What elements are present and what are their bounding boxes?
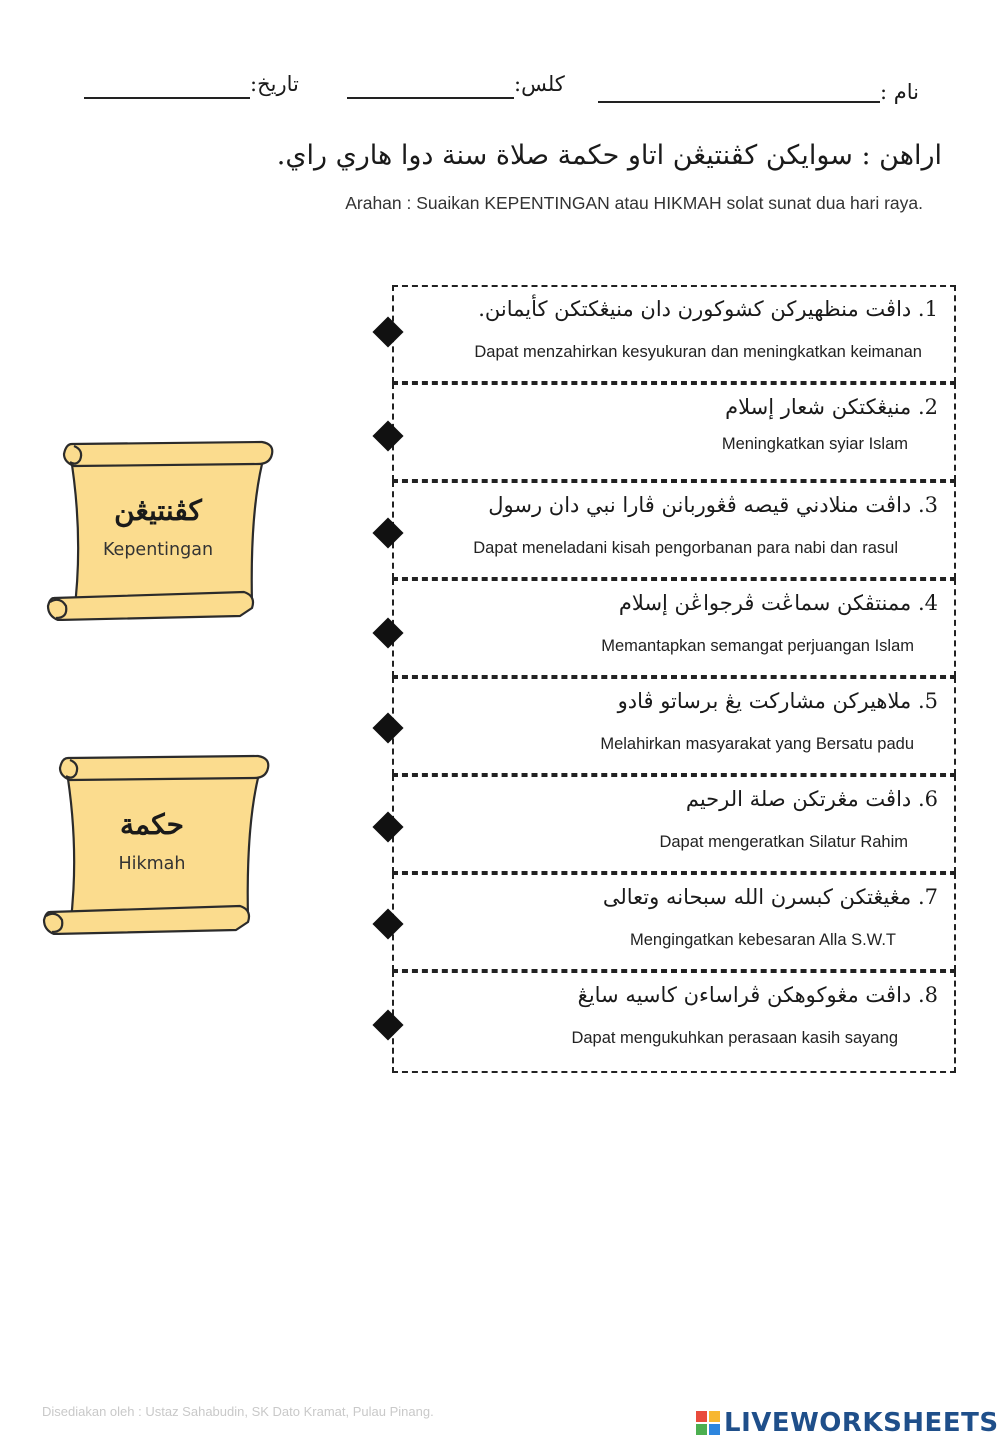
item-rumi: Dapat mengeratkan Silatur Rahim (659, 833, 908, 851)
instruction-rumi: Arahan : Suaikan KEPENTINGAN atau HIKMAH solat sunat dua hari raya. (345, 193, 923, 213)
item-rumi: Dapat meneladani kisah pengorbanan para nabi dan rasul (473, 539, 898, 557)
category-kepentingan-scroll[interactable] (44, 436, 284, 621)
item-jawi: 6. داڤت مڠرتكن صلة الرحيم (685, 787, 938, 811)
item-jawi: 8. داڤت مڠوكوهكن ڤراساءن كاسيه سايڠ (577, 983, 938, 1007)
list-item (392, 579, 956, 677)
name-label: نام : (880, 80, 919, 104)
item-rumi: Dapat menzahirkan kesyukuran dan meningkatkan keimanan (474, 343, 922, 361)
name-field[interactable] (598, 101, 880, 103)
item-jawi: 4. ممنتڤكن سماڠت ڤرجواڠن إسلام (618, 591, 938, 615)
item-rumi: Memantapkan semangat perjuangan Islam (601, 637, 914, 655)
logo-text: LIVEWORKSHEETS (724, 1408, 999, 1438)
item-rumi: Meningkatkan syiar Islam (721, 435, 908, 453)
date-label: تاريخ: (250, 72, 299, 96)
logo-icon (696, 1411, 720, 1435)
item-jawi: 5. ملاهيركن مشاركت يڠ برساتو ڤادو (617, 689, 938, 713)
item-jawi: 3. داڤت منلادني قيصه ڤڠوربانن ڤارا نبي دان رسول (488, 493, 938, 517)
date-field[interactable] (84, 97, 250, 99)
item-jawi: 2. منيڠكتكن شعار إسلام (725, 395, 938, 419)
list-item (392, 873, 956, 971)
category-rumi: Hikmah (118, 854, 186, 874)
item-rumi: Mengingatkan kebesaran Alla S.W.T (630, 931, 896, 949)
item-rumi: Dapat mengukuhkan perasaan kasih sayang (571, 1029, 898, 1047)
category-rumi: Kepentingan (102, 540, 214, 560)
list-item (392, 481, 956, 579)
item-rumi: Melahirkan masyarakat yang Bersatu padu (600, 735, 914, 753)
list-item (392, 775, 956, 873)
list-item (392, 677, 956, 775)
instruction-jawi: اراهن : سوايكن كڤنتيڠن اتاو حكمة صلاة سنة دوا هاري راي. (276, 140, 942, 171)
item-jawi: 1. داڤت منظهيركن كشوكورن دان منيڠكتكن كأيمانن. (478, 297, 938, 321)
liveworksheets-logo[interactable] (696, 1408, 999, 1440)
item-jawi: 7. مڠيڠتكن كبسرن الله سبحانه وتعالى (602, 885, 938, 909)
list-item (392, 971, 956, 1073)
class-label: كلس: (514, 72, 565, 96)
category-jawi: كڤنتيڠن (114, 494, 202, 527)
footer-credit: Disediakan oleh : Ustaz Sahabudin, SK Dato Kramat, Pulau Pinang. (42, 1404, 434, 1419)
scroll-icon (44, 436, 284, 621)
category-jawi: حكمة (120, 808, 184, 841)
scroll-icon (40, 750, 280, 935)
class-field[interactable] (347, 97, 514, 99)
list-item (392, 383, 956, 481)
list-item (392, 285, 956, 383)
category-hikmah-scroll[interactable] (40, 750, 280, 935)
